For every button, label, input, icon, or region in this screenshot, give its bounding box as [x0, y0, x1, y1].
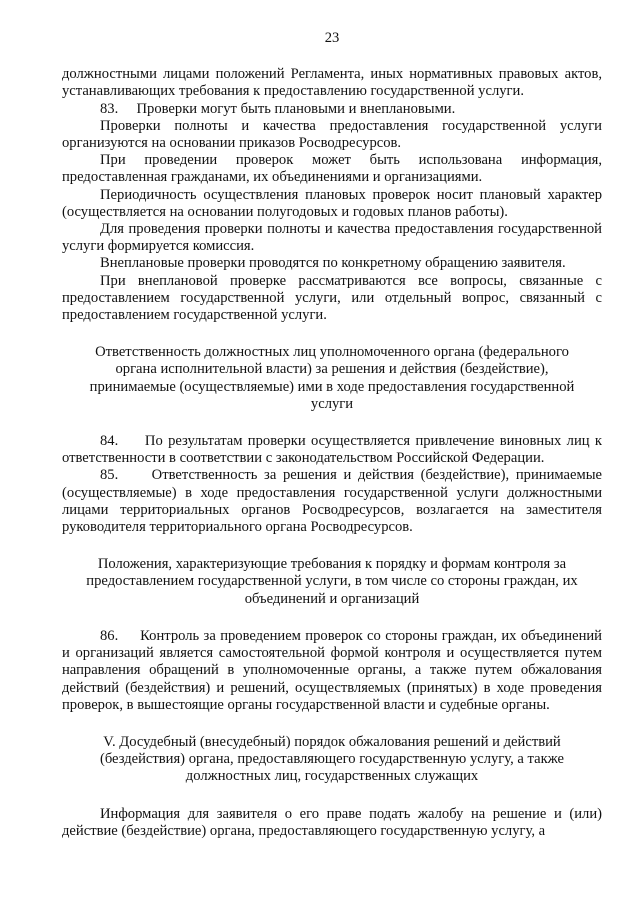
paragraph-commission: Для проведения проверки полноты и качества предоставления государственной услуги формируется комиссия.	[62, 221, 602, 255]
heading-line: Ответственность должностных лиц уполномоченного органа (федерального	[95, 344, 569, 361]
paragraph-unscheduled-scope: При внеплановой проверке рассматриваются все вопросы, связанные с предоставлением государственной услуги, или отдельный вопрос, связанный с предоставлением государственной услуги.	[62, 272, 602, 324]
paragraph-86: 86. Контроль за проведением проверок со стороны граждан, их объединений и организаций является самостоятельной формой контроля и осуществляется путем направления обращений в уполномоченные органы, а также путем обжалования действий (бездействия) и решений, осуществляемых (принятых) в ходе проведения проверок, в вышестоящие органы государственной власти и судебные органы.	[62, 627, 602, 713]
paragraph-84: 84. По результатам проверки осуществляется привлечение виновных лиц к ответственности в соответствии с законодательством Российской Федерации.	[62, 433, 602, 467]
paragraph-85: 85. Ответственность за решения и действия (бездействие), принимаемые (осуществляемые) в ходе предоставления государственной услуги должностными лицами территориальных органов Росводресурсов, возлагается на заместителя руководителя территориального органа Росводресурсов.	[62, 467, 602, 536]
paragraph-unscheduled: Внеплановые проверки проводятся по конкретному обращению заявителя.	[100, 255, 566, 272]
paragraph-continuation: должностными лицами положений Регламента, иных нормативных правовых актов, устанавливающих требования к предоставлению государственной услуги.	[62, 66, 602, 100]
heading-line: (бездействия) органа, предоставляющего государственную услугу, а также	[99, 751, 565, 768]
paragraph-complaint-info: Информация для заявителя о его праве подать жалобу на решение и (или) действие (бездействие) органа, предоставляющего государственную услугу, а	[62, 805, 602, 839]
heading-section-v	[62, 734, 602, 786]
heading-responsibility	[62, 344, 602, 413]
heading-line: должностных лиц, государственных служащих	[185, 768, 479, 785]
heading-line: предоставлением государственной услуги, в том числе со стороны граждан, их	[86, 573, 578, 590]
paragraph-checks-information: При проведении проверок может быть использована информация, предоставленная гражданами, их объединениями и организациями.	[62, 152, 602, 186]
heading-line: услуги	[310, 395, 354, 412]
paragraph-periodicity: Периодичность осуществления плановых проверок носит плановый характер (осуществляется на основании полугодовых и годовых планов работы).	[62, 186, 602, 220]
heading-line: принимаемые (осуществляемые) ими в ходе предоставления государственной	[89, 378, 575, 395]
paragraph-checks-organization: Проверки полноты и качества предоставления государственной услуги организуются на основании приказов Росводресурсов.	[62, 117, 602, 152]
heading-line: V. Досудебный (внесудебный) порядок обжалования решений и действий	[103, 733, 561, 750]
heading-line: Положения, характеризующие требования к порядку и формам контроля за	[97, 556, 567, 573]
heading-line: органа исполнительной власти) за решения и действия (бездействие),	[115, 361, 549, 378]
heading-control	[62, 556, 602, 608]
paragraph-83: 83. Проверки могут быть плановыми и внеплановыми.	[100, 100, 456, 117]
heading-line: объединений и организаций	[244, 590, 420, 607]
page-number: 23	[324, 30, 340, 46]
